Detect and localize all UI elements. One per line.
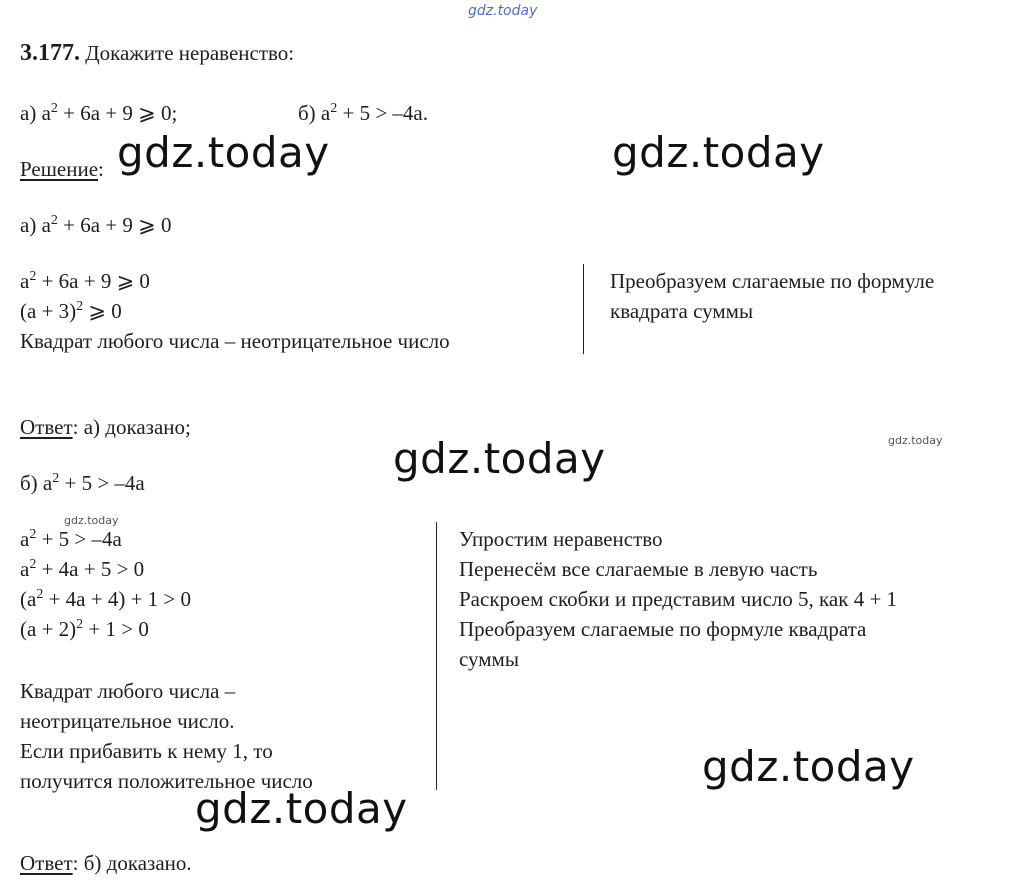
part-a-title: а) $a^2 + 6a + 9$ ⩾ 0 <box>20 213 172 237</box>
task-a: а) $a^2 + 6a + 9$ ⩾ 0; <box>20 101 178 125</box>
part-b-step-1: $a^2 + 5 > -4a$ <box>20 527 122 551</box>
watermark: gdz.today <box>117 128 330 177</box>
part-b-answer: Ответ: б) доказано. <box>20 851 192 875</box>
part-b-step-3: $(a^2 + 4a + 4) + 1 > 0$ <box>20 587 192 611</box>
watermark: gdz.today <box>702 742 915 791</box>
part-b-conclusion-4: получится положительное число <box>20 769 313 793</box>
problem-number: 3.177. <box>20 40 80 66</box>
part-b-comment-4: Преобразуем слагаемые по формуле квадрата <box>459 617 867 641</box>
part-b-comment-5: суммы <box>459 647 519 671</box>
part-b-comment-1: Упростим неравенство <box>459 527 663 551</box>
part-a-step-3: Квадрат любого числа – неотрицательное число <box>20 329 450 353</box>
top-watermark: gdz.today <box>468 3 538 19</box>
watermark-small: gdz.today <box>64 514 119 527</box>
problem-heading <box>20 38 294 68</box>
part-b-conclusion-1: Квадрат любого числа – <box>20 679 236 703</box>
part-a-comment-2: квадрата суммы <box>610 299 754 323</box>
part-b-conclusion-2: неотрицательное число. <box>20 709 235 733</box>
part-b-comment-3: Раскроем скобки и представим число 5, как 4 + 1 <box>459 587 898 611</box>
part-b-comment-2: Перенесём все слагаемые в левую часть <box>459 557 818 581</box>
watermark: gdz.today <box>393 434 606 483</box>
watermark-small: gdz.today <box>888 434 943 447</box>
part-b-step-2: $a^2 + 4a + 5 > 0$ <box>20 557 145 581</box>
part-a-divider <box>583 264 584 354</box>
part-a-comment-1: Преобразуем слагаемые по формуле <box>610 269 935 293</box>
part-b-divider <box>436 522 437 790</box>
part-a-answer: Ответ: а) доказано; <box>20 415 191 439</box>
solution-label: Решение: <box>20 157 104 181</box>
part-b-conclusion-3: Если прибавить к нему 1, то <box>20 739 273 763</box>
task-b: б) $a^2 + 5 > -4a$. <box>298 101 429 125</box>
part-b-title: б) $a^2 + 5 > -4a$ <box>20 471 145 495</box>
watermark: gdz.today <box>612 128 825 177</box>
watermark: gdz.today <box>195 784 408 833</box>
problem-statement: Докажите неравенство: <box>85 41 295 65</box>
part-b-step-4: $(a + 2)^2 + 1 > 0$ <box>20 617 149 641</box>
part-a-step-2: $(a + 3)^2$ ⩾ 0 <box>20 299 122 323</box>
part-a-step-1: $a^2 + 6a + 9$ ⩾ 0 <box>20 269 150 293</box>
